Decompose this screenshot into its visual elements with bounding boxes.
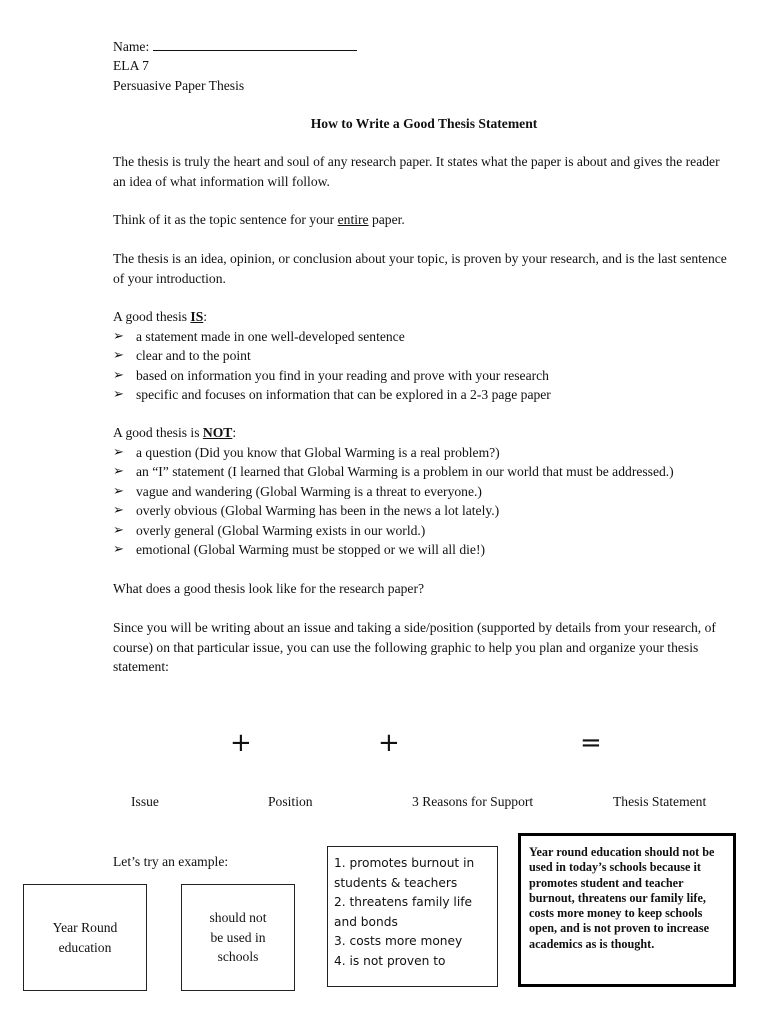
reasons-box xyxy=(327,846,498,987)
name-label: Name: xyxy=(113,39,150,54)
thesis-statement-box: Year round education should not be used in today’s schools because it promotes student and teacher burnout, threatens our family life, costs more money to keep schools open, and is not proven to increase academics as is thought. xyxy=(518,833,736,987)
list-item: ➢ based on information you find in your reading and prove with your research xyxy=(113,366,733,386)
arrow-bullet-icon: ➢ xyxy=(113,483,124,499)
list-item: ➢ overly general (Global Warming exists in our world.) xyxy=(113,521,733,541)
good-not-emphasis: NOT xyxy=(202,425,233,440)
good-not-lead: A good thesis is xyxy=(113,425,203,440)
equals-icon: = xyxy=(580,728,602,758)
p2-emphasis: entire xyxy=(337,212,369,227)
good-not-list xyxy=(113,443,733,560)
arrow-bullet-icon: ➢ xyxy=(113,522,124,538)
reason-line: 4. is not proven to xyxy=(334,953,446,968)
good-is-emphasis: IS xyxy=(190,309,204,324)
reason-line: 2. threatens family life xyxy=(334,895,472,910)
name-row xyxy=(113,36,357,56)
list-item: ➢ a statement made in one well-developed sentence xyxy=(113,327,733,347)
name-field-line[interactable] xyxy=(153,36,357,51)
reason-line: 3. costs more money xyxy=(334,934,463,949)
position-line: be used in xyxy=(210,929,266,945)
list-item: ➢ overly obvious (Global Warming has been in the news a lot lately.) xyxy=(113,501,733,521)
position-line: should not xyxy=(209,910,267,926)
list-item: ➢ specific and focuses on information that can be explored in a 2-3 page paper xyxy=(113,385,733,405)
issue-line: Year Round xyxy=(52,920,118,935)
label-issue: Issue xyxy=(131,794,159,809)
topic-sentence-paragraph xyxy=(113,210,733,230)
good-is-colon: : xyxy=(203,309,208,324)
arrow-bullet-icon: ➢ xyxy=(113,464,124,479)
reason-line: 1. promotes burnout in xyxy=(334,856,475,870)
class-label: ELA 7 xyxy=(113,58,149,73)
page-title: How to Write a Good Thesis Statement xyxy=(310,116,538,131)
definition-paragraph: The thesis is an idea, opinion, or conclusion about your topic, is proven by your research, and is the last sentence of your introduction. xyxy=(113,251,727,286)
p2-text-after: paper. xyxy=(368,212,405,227)
label-position: Position xyxy=(268,794,313,809)
reason-line: students & teachers xyxy=(334,875,458,890)
issue-line: education xyxy=(58,939,112,955)
question-text: What does a good thesis look like for the research paper? xyxy=(113,581,425,596)
header-block xyxy=(113,36,357,96)
arrow-bullet-icon: ➢ xyxy=(113,387,124,402)
plus-icon: + xyxy=(378,728,400,758)
explanation-paragraph: Since you will be writing about an issue and taking a side/position (supported by details from your research, of course) on that particular issue, you can use the following graphic to help you plan and organize your thesis statement: xyxy=(113,620,716,674)
example-intro: Let’s try an example: xyxy=(113,854,229,869)
position-line: schools xyxy=(217,949,259,965)
good-is-list xyxy=(113,327,733,405)
issue-box xyxy=(23,884,147,991)
good-not-colon: : xyxy=(232,425,237,440)
list-item: ➢ vague and wandering (Global Warming is a threat to everyone.) xyxy=(113,482,733,502)
list-item: ➢ emotional (Global Warming must be stopped or we will all die!) xyxy=(113,540,733,560)
arrow-bullet-icon: ➢ xyxy=(113,348,124,363)
plus-icon: + xyxy=(230,728,252,758)
arrow-bullet-icon: ➢ xyxy=(113,328,124,344)
good-not-section xyxy=(113,423,733,560)
arrow-bullet-icon: ➢ xyxy=(113,444,124,460)
good-is-lead: A good thesis xyxy=(113,309,191,324)
arrow-bullet-icon: ➢ xyxy=(113,503,124,518)
assignment-label: Persuasive Paper Thesis xyxy=(113,78,245,93)
good-is-heading xyxy=(113,307,733,327)
list-item: ➢ clear and to the point xyxy=(113,346,733,366)
good-not-heading xyxy=(113,423,733,443)
label-thesis: Thesis Statement xyxy=(613,794,707,809)
list-item: ➢ a question (Did you know that Global Warming is a real problem?) xyxy=(113,443,733,463)
arrow-bullet-icon: ➢ xyxy=(113,542,124,557)
position-box xyxy=(181,884,295,991)
p2-text-before: Think of it as the topic sentence for your xyxy=(113,212,338,227)
good-is-section xyxy=(113,307,733,405)
reason-line: and bonds xyxy=(334,914,398,929)
list-item: ➢ an “I” statement (I learned that Global Warming is a problem in our world that must be addressed.) xyxy=(113,462,733,482)
arrow-bullet-icon: ➢ xyxy=(113,367,124,383)
intro-paragraph: The thesis is truly the heart and soul of any research paper. It states what the paper is about and gives the reader an idea of what information will follow. xyxy=(113,154,720,189)
label-reasons: 3 Reasons for Support xyxy=(412,794,534,809)
